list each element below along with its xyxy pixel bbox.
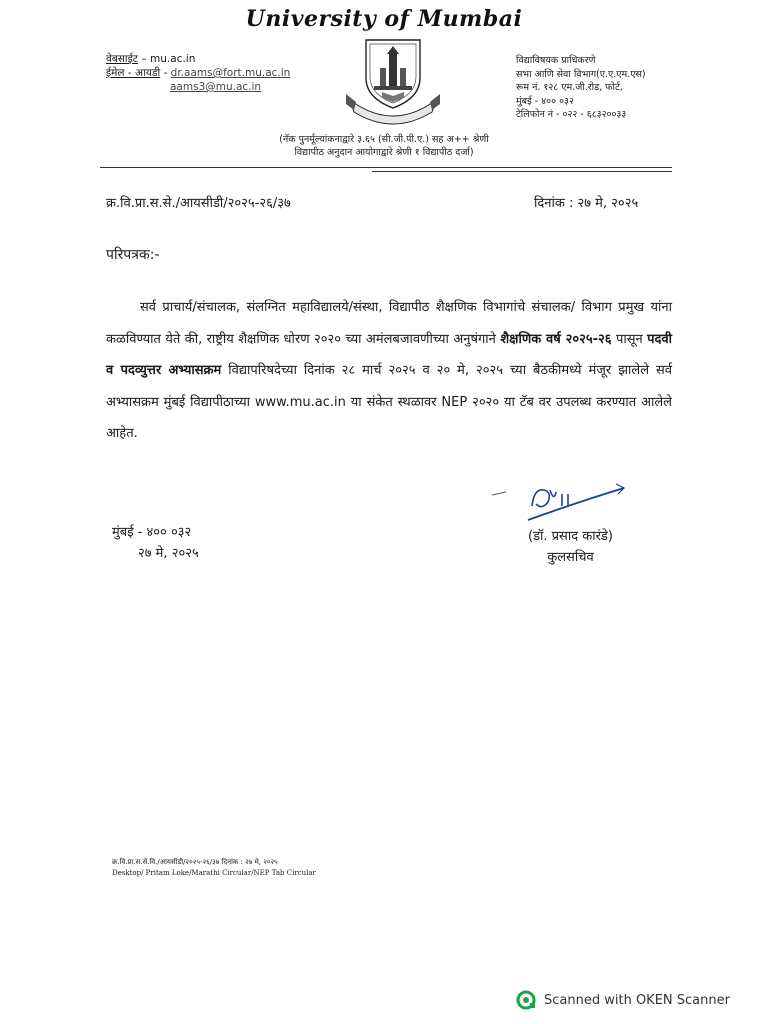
university-title: University of Mumbai <box>245 6 523 32</box>
office-line-4: मुंबई - ४०० ०३२ <box>516 95 574 107</box>
body-bold-academic-year: शैक्षणिक वर्ष २०२५-२६ <box>500 331 612 347</box>
email-link-secondary[interactable]: aams3@mu.ac.in <box>170 81 262 93</box>
scanner-watermark <box>516 990 730 1010</box>
office-line-1: विद्याविषयक प्राधिकरणे <box>516 55 596 66</box>
accreditation-note <box>0 133 768 159</box>
office-line-3: रूम नं. १२८ एम.जी.रोड, फोर्ट, <box>516 82 623 93</box>
office-line-5: टेलिफोन नं - ०२२ - ६८३२००३३ <box>516 109 627 120</box>
signatory-block <box>528 526 613 568</box>
email-row <box>106 66 290 80</box>
signature-image <box>488 482 628 524</box>
reference-date: दिनांक : २७ मे, २०२५ <box>534 196 639 211</box>
contact-block-right <box>516 54 646 122</box>
body-part-2: पासून <box>611 331 648 347</box>
email-label: ईमेल - आयडी <box>106 67 161 79</box>
contact-block-left <box>106 52 290 94</box>
accreditation-line-2: विद्यापीठ अनुदान आयोगाद्वारे श्रेणी १ विद्यापीठ दर्जा) <box>294 147 474 158</box>
website-label: वेबसाईट <box>106 53 139 65</box>
footer-reference <box>112 857 316 879</box>
email-row-secondary <box>106 80 290 94</box>
circular-heading: परिपत्रक:- <box>106 247 160 263</box>
website-row <box>106 52 290 66</box>
scanner-logo-icon <box>516 990 536 1010</box>
accreditation-line-1: (नॅक पुनर्मूल्यांकनाद्वारे ३.६५ (सी.जी.पी.ए.) सह अ++ श्रेणी <box>279 134 489 145</box>
office-line-2: सभा आणि सेवा विभाग(ए.ए.एम.एस) <box>516 68 646 80</box>
signatory-name: (डॉ. प्रसाद कारंडे) <box>528 529 613 544</box>
footer-file-path: Desktop/ Pritam Loke/Marathi Circular/NEP Tab Circular <box>112 869 316 877</box>
body-part-1: सर्व प्राचार्य/संचालक, संलग्नित महाविद्यालये/संस्था, विद्यापीठ शैक्षणिक विभागांचे संचालक/ विभाग प्रमुख यांना कळविण्यात येते की, राष्ट्रीय शैक्षणिक धोरण २०२० च्या अमंलबजावणीच्या अनुषंगाने <box>106 300 672 347</box>
footer-ref-line: क्र.वि.प्रा.स.से.वि./आयसीडी/२०२५-२६/३७ दिनांक : २७ मे, २०२५ <box>112 858 278 866</box>
email-link-primary[interactable]: dr.aams@fort.mu.ac.in <box>170 67 291 79</box>
email-separator: - <box>160 67 171 79</box>
place-date-block <box>112 522 199 564</box>
body-bold-courses: पदवी व पदव्युत्तर अभ्यासक्रम <box>106 331 672 378</box>
body-part-3: विद्यापरिषदेच्या दिनांक २८ मार्च २०२५ व २० मे, २०२५ च्या बैठकीमध्ये मंजूर झालेले सर्व अभ्यासक्रम मुंबई विद्यापीठाच्या www.mu.ac.in या संकेत स्थळावर NEP २०२० या टॅब वर उपलब्ध करण्यात आलेले आहेत. <box>106 363 672 441</box>
header-divider-bottom <box>372 171 672 172</box>
issue-place: मुंबई - ४०० ०३२ <box>112 525 192 540</box>
circular-body <box>106 292 672 450</box>
scanner-label: Scanned with OKEN Scanner <box>544 992 730 1008</box>
reference-number: क्र.वि.प्रा.स.से./आयसीडी/२०२५-२६/३७ <box>106 196 291 211</box>
header-divider-top <box>100 167 672 168</box>
website-value: – mu.ac.in <box>141 53 196 65</box>
issue-date: २७ मे, २०२५ <box>138 546 199 561</box>
signatory-title: कुलसचिव <box>547 550 594 565</box>
university-seal-icon <box>344 36 442 128</box>
